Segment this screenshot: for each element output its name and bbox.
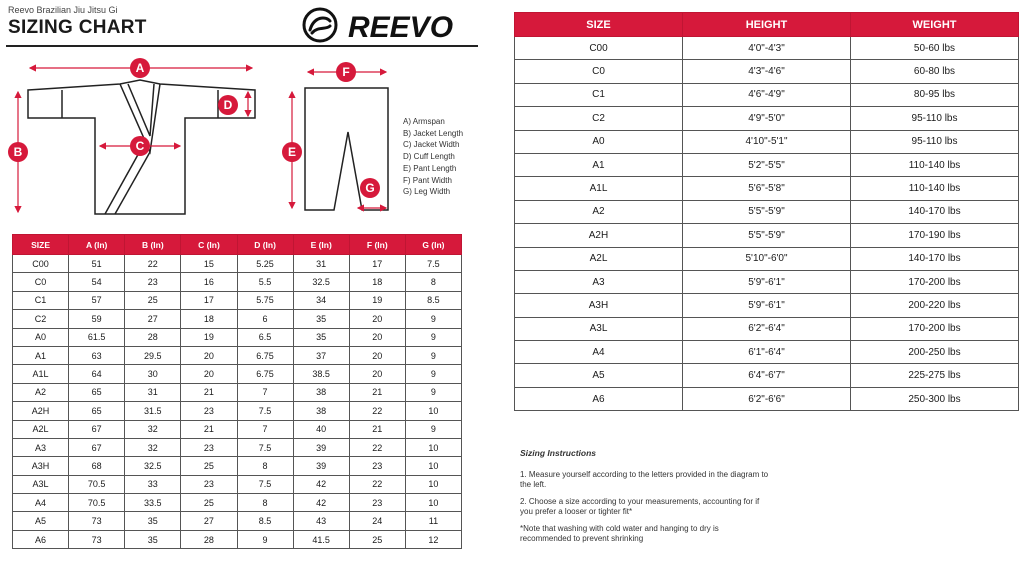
table-cell: 8 bbox=[237, 494, 293, 512]
table-row bbox=[515, 387, 1019, 410]
table-cell: 25 bbox=[349, 530, 405, 548]
table-cell: 10 bbox=[405, 475, 461, 493]
table-cell: A5 bbox=[515, 364, 683, 387]
table-row bbox=[515, 270, 1019, 293]
table-cell: 19 bbox=[349, 291, 405, 309]
table-cell: 17 bbox=[349, 255, 405, 273]
height-weight-header-row bbox=[515, 13, 1019, 37]
table-cell: 170-200 lbs bbox=[851, 317, 1019, 340]
table-cell: 35 bbox=[125, 512, 181, 530]
table-cell: 9 bbox=[405, 383, 461, 401]
table-cell: 6.75 bbox=[237, 346, 293, 364]
table-cell: 32 bbox=[125, 438, 181, 456]
table-cell: 11 bbox=[405, 512, 461, 530]
table-cell: 33.5 bbox=[125, 494, 181, 512]
table-cell: 10 bbox=[405, 457, 461, 475]
table-cell: 8.5 bbox=[405, 291, 461, 309]
column-header: E (In) bbox=[293, 235, 349, 255]
column-header: WEIGHT bbox=[851, 13, 1019, 37]
column-header: A (In) bbox=[69, 235, 125, 255]
table-cell: 59 bbox=[69, 310, 125, 328]
table-cell: 28 bbox=[125, 328, 181, 346]
table-cell: A1 bbox=[515, 153, 683, 176]
table-cell: 32.5 bbox=[125, 457, 181, 475]
table-cell: 5'10"-6'0" bbox=[683, 247, 851, 270]
legend-item: A) Armspan bbox=[403, 117, 445, 126]
table-cell: 250-300 lbs bbox=[851, 387, 1019, 410]
marker-b bbox=[8, 142, 28, 162]
table-cell: A2 bbox=[515, 200, 683, 223]
table-cell: 18 bbox=[181, 310, 237, 328]
instructions-note: *Note that washing with cold water and hanging to dry is recommended to prevent shrinking bbox=[520, 523, 719, 543]
legend-item: E) Pant Length bbox=[403, 163, 457, 173]
table-row bbox=[13, 475, 462, 493]
table-row bbox=[515, 247, 1019, 270]
table-cell: 8 bbox=[237, 457, 293, 475]
table-cell: 110-140 lbs bbox=[851, 177, 1019, 200]
table-cell: 6'4"-6'7" bbox=[683, 364, 851, 387]
table-cell: 39 bbox=[293, 438, 349, 456]
instructions-title: Sizing Instructions bbox=[520, 448, 597, 458]
table-row bbox=[13, 383, 462, 401]
table-cell: C00 bbox=[515, 37, 683, 60]
table-cell: 4'0"-4'3" bbox=[683, 37, 851, 60]
table-cell: 20 bbox=[349, 310, 405, 328]
legend-item: C) Jacket Width bbox=[403, 140, 460, 150]
table-row bbox=[13, 291, 462, 309]
table-row bbox=[515, 37, 1019, 60]
table-cell: 35 bbox=[293, 310, 349, 328]
table-cell: 32 bbox=[125, 420, 181, 438]
table-row bbox=[515, 83, 1019, 106]
table-cell: 21 bbox=[349, 420, 405, 438]
table-row bbox=[13, 420, 462, 438]
table-cell: A2 bbox=[13, 383, 69, 401]
table-cell: 200-220 lbs bbox=[851, 294, 1019, 317]
table-cell: 12 bbox=[405, 530, 461, 548]
table-cell: 19 bbox=[181, 328, 237, 346]
instruction-step: 2. Choose a size according to your measurements, accounting for if you prefer a looser or tighter fit* bbox=[520, 496, 760, 516]
legend-item: B) Jacket Length bbox=[403, 128, 464, 138]
table-cell: 200-250 lbs bbox=[851, 341, 1019, 364]
table-cell: 73 bbox=[69, 530, 125, 548]
table-cell: 31 bbox=[125, 383, 181, 401]
table-cell: A6 bbox=[515, 387, 683, 410]
table-row bbox=[13, 530, 462, 548]
table-cell: 225-275 lbs bbox=[851, 364, 1019, 387]
svg-text:F: F bbox=[342, 65, 350, 79]
legend-item: G) Leg Width bbox=[403, 187, 451, 197]
table-cell: 23 bbox=[125, 273, 181, 291]
table-cell: A1 bbox=[13, 346, 69, 364]
table-cell: 23 bbox=[181, 438, 237, 456]
table-cell: A3L bbox=[515, 317, 683, 340]
table-cell: 31 bbox=[293, 255, 349, 273]
table-row bbox=[515, 177, 1019, 200]
table-cell: C0 bbox=[515, 60, 683, 83]
logo-text: REEVO bbox=[348, 11, 454, 44]
table-cell: 95-110 lbs bbox=[851, 107, 1019, 130]
table-cell: A3H bbox=[515, 294, 683, 317]
table-row bbox=[515, 153, 1019, 176]
table-cell: 67 bbox=[69, 438, 125, 456]
svg-text:B: B bbox=[13, 145, 23, 159]
column-header: SIZE bbox=[515, 13, 683, 37]
table-cell: 21 bbox=[349, 383, 405, 401]
table-cell: C1 bbox=[13, 291, 69, 309]
table-cell: A3 bbox=[13, 438, 69, 456]
table-cell: 28 bbox=[181, 530, 237, 548]
table-cell: 7.5 bbox=[237, 475, 293, 493]
table-row bbox=[13, 310, 462, 328]
table-cell: 5'6"-5'8" bbox=[683, 177, 851, 200]
table-cell: 27 bbox=[181, 512, 237, 530]
table-cell: 64 bbox=[69, 365, 125, 383]
table-cell: 8.5 bbox=[237, 512, 293, 530]
marker-e bbox=[282, 142, 302, 162]
table-cell: 5.5 bbox=[237, 273, 293, 291]
table-cell: 22 bbox=[349, 475, 405, 493]
table-cell: 4'6"-4'9" bbox=[683, 83, 851, 106]
table-cell: 7 bbox=[237, 420, 293, 438]
table-cell: 61.5 bbox=[69, 328, 125, 346]
table-cell: 35 bbox=[293, 328, 349, 346]
marker-d bbox=[218, 95, 238, 115]
table-cell: 23 bbox=[349, 457, 405, 475]
table-cell: 35 bbox=[125, 530, 181, 548]
table-row bbox=[515, 107, 1019, 130]
table-cell: 20 bbox=[181, 365, 237, 383]
table-cell: A3L bbox=[13, 475, 69, 493]
table-cell: 60-80 lbs bbox=[851, 60, 1019, 83]
height-weight-table bbox=[514, 12, 1019, 411]
reevo-logo bbox=[300, 6, 480, 44]
table-cell: 5'9"-6'1" bbox=[683, 294, 851, 317]
svg-text:C: C bbox=[135, 139, 145, 153]
svg-text:A: A bbox=[135, 61, 145, 75]
table-cell: 17 bbox=[181, 291, 237, 309]
table-cell: A1L bbox=[13, 365, 69, 383]
table-cell: 15 bbox=[181, 255, 237, 273]
table-cell: 170-200 lbs bbox=[851, 270, 1019, 293]
table-cell: 39 bbox=[293, 457, 349, 475]
page-title: SIZING CHART bbox=[8, 17, 147, 38]
marker-a bbox=[130, 58, 150, 78]
table-cell: 5'5"-5'9" bbox=[683, 200, 851, 223]
table-cell: A2H bbox=[515, 224, 683, 247]
table-cell: A2H bbox=[13, 402, 69, 420]
table-row bbox=[13, 494, 462, 512]
table-cell: A2L bbox=[13, 420, 69, 438]
table-row bbox=[13, 365, 462, 383]
table-cell: 170-190 lbs bbox=[851, 224, 1019, 247]
table-cell: 140-170 lbs bbox=[851, 247, 1019, 270]
table-cell: 25 bbox=[181, 457, 237, 475]
table-cell: 38.5 bbox=[293, 365, 349, 383]
table-cell: 27 bbox=[125, 310, 181, 328]
column-header: HEIGHT bbox=[683, 13, 851, 37]
table-cell: 140-170 lbs bbox=[851, 200, 1019, 223]
table-cell: 7.5 bbox=[237, 438, 293, 456]
table-row bbox=[13, 438, 462, 456]
table-cell: 9 bbox=[405, 420, 461, 438]
column-header: G (In) bbox=[405, 235, 461, 255]
table-cell: 6'1"-6'4" bbox=[683, 341, 851, 364]
legend-item: F) Pant Width bbox=[403, 175, 452, 185]
table-cell: 30 bbox=[125, 365, 181, 383]
table-cell: C0 bbox=[13, 273, 69, 291]
table-cell: 20 bbox=[181, 346, 237, 364]
table-cell: 20 bbox=[349, 365, 405, 383]
table-cell: 6.5 bbox=[237, 328, 293, 346]
table-cell: 6 bbox=[237, 310, 293, 328]
table-cell: 33 bbox=[125, 475, 181, 493]
table-row bbox=[13, 273, 462, 291]
marker-c bbox=[130, 136, 150, 156]
table-cell: 67 bbox=[69, 420, 125, 438]
table-cell: A3H bbox=[13, 457, 69, 475]
table-cell: 41.5 bbox=[293, 530, 349, 548]
table-cell: 70.5 bbox=[69, 475, 125, 493]
table-cell: 54 bbox=[69, 273, 125, 291]
column-header: F (In) bbox=[349, 235, 405, 255]
table-cell: C00 bbox=[13, 255, 69, 273]
table-cell: A1L bbox=[515, 177, 683, 200]
table-cell: 9 bbox=[405, 310, 461, 328]
table-cell: 24 bbox=[349, 512, 405, 530]
table-row bbox=[515, 317, 1019, 340]
table-row bbox=[515, 130, 1019, 153]
table-row bbox=[515, 294, 1019, 317]
table-cell: 6.75 bbox=[237, 365, 293, 383]
table-cell: 8 bbox=[405, 273, 461, 291]
table-row bbox=[515, 341, 1019, 364]
table-cell: 7.5 bbox=[237, 402, 293, 420]
table-cell: A3 bbox=[515, 270, 683, 293]
table-cell: 10 bbox=[405, 494, 461, 512]
table-row bbox=[13, 328, 462, 346]
table-cell: 6'2"-6'6" bbox=[683, 387, 851, 410]
table-cell: C1 bbox=[515, 83, 683, 106]
legend-item: D) Cuff Length bbox=[403, 152, 455, 162]
table-cell: 63 bbox=[69, 346, 125, 364]
table-cell: 10 bbox=[405, 402, 461, 420]
table-cell: 5.25 bbox=[237, 255, 293, 273]
table-row bbox=[515, 200, 1019, 223]
column-header: C (In) bbox=[181, 235, 237, 255]
table-cell: 18 bbox=[349, 273, 405, 291]
measurements-header-row bbox=[13, 235, 462, 255]
table-row bbox=[13, 346, 462, 364]
table-cell: 29.5 bbox=[125, 346, 181, 364]
table-cell: 9 bbox=[237, 530, 293, 548]
table-cell: 65 bbox=[69, 402, 125, 420]
table-cell: 4'9"-5'0" bbox=[683, 107, 851, 130]
table-cell: 10 bbox=[405, 438, 461, 456]
table-cell: 65 bbox=[69, 383, 125, 401]
table-cell: 21 bbox=[181, 420, 237, 438]
table-cell: 51 bbox=[69, 255, 125, 273]
table-cell: 7.5 bbox=[405, 255, 461, 273]
table-cell: 20 bbox=[349, 328, 405, 346]
table-cell: 37 bbox=[293, 346, 349, 364]
marker-f bbox=[336, 62, 356, 82]
svg-text:G: G bbox=[365, 181, 375, 195]
table-cell: A6 bbox=[13, 530, 69, 548]
table-cell: 80-95 lbs bbox=[851, 83, 1019, 106]
table-cell: 9 bbox=[405, 365, 461, 383]
column-header: B (In) bbox=[125, 235, 181, 255]
title-divider bbox=[6, 45, 478, 47]
table-cell: 22 bbox=[349, 438, 405, 456]
table-cell: 70.5 bbox=[69, 494, 125, 512]
table-row bbox=[13, 512, 462, 530]
table-cell: 7 bbox=[237, 383, 293, 401]
measurement-legend bbox=[403, 116, 463, 198]
table-cell: 110-140 lbs bbox=[851, 153, 1019, 176]
table-cell: 22 bbox=[125, 255, 181, 273]
table-cell: 20 bbox=[349, 346, 405, 364]
table-cell: A2L bbox=[515, 247, 683, 270]
table-cell: 5'2"-5'5" bbox=[683, 153, 851, 176]
table-cell: 95-110 lbs bbox=[851, 130, 1019, 153]
table-cell: A5 bbox=[13, 512, 69, 530]
table-cell: 16 bbox=[181, 273, 237, 291]
table-cell: 68 bbox=[69, 457, 125, 475]
table-cell: 25 bbox=[181, 494, 237, 512]
table-row bbox=[13, 255, 462, 273]
table-cell: 23 bbox=[181, 475, 237, 493]
table-cell: 34 bbox=[293, 291, 349, 309]
sizing-instructions bbox=[520, 448, 770, 551]
table-cell: 23 bbox=[349, 494, 405, 512]
table-cell: A0 bbox=[515, 130, 683, 153]
column-header: SIZE bbox=[13, 235, 69, 255]
table-row bbox=[13, 457, 462, 475]
instruction-step: 1. Measure yourself according to the letters provided in the diagram to the left. bbox=[520, 469, 769, 489]
table-cell: 5'9"-6'1" bbox=[683, 270, 851, 293]
table-cell: 5.75 bbox=[237, 291, 293, 309]
table-cell: 6'2"-6'4" bbox=[683, 317, 851, 340]
table-cell: C2 bbox=[13, 310, 69, 328]
table-cell: 9 bbox=[405, 328, 461, 346]
column-header: D (In) bbox=[237, 235, 293, 255]
table-cell: 25 bbox=[125, 291, 181, 309]
table-cell: 5'5"-5'9" bbox=[683, 224, 851, 247]
table-cell: 4'10"-5'1" bbox=[683, 130, 851, 153]
table-cell: 4'3"-4'6" bbox=[683, 60, 851, 83]
svg-text:D: D bbox=[223, 98, 233, 112]
table-cell: C2 bbox=[515, 107, 683, 130]
table-cell: 38 bbox=[293, 383, 349, 401]
table-cell: 42 bbox=[293, 494, 349, 512]
table-cell: A4 bbox=[13, 494, 69, 512]
marker-g bbox=[360, 178, 380, 198]
table-cell: 40 bbox=[293, 420, 349, 438]
table-cell: 38 bbox=[293, 402, 349, 420]
table-row bbox=[515, 60, 1019, 83]
table-cell: 9 bbox=[405, 346, 461, 364]
measurements-table bbox=[12, 234, 462, 549]
table-cell: 57 bbox=[69, 291, 125, 309]
table-row bbox=[515, 224, 1019, 247]
table-cell: 73 bbox=[69, 512, 125, 530]
table-cell: 31.5 bbox=[125, 402, 181, 420]
table-cell: A4 bbox=[515, 341, 683, 364]
table-cell: 23 bbox=[181, 402, 237, 420]
table-cell: 32.5 bbox=[293, 273, 349, 291]
table-row bbox=[515, 364, 1019, 387]
table-cell: 42 bbox=[293, 475, 349, 493]
table-cell: 22 bbox=[349, 402, 405, 420]
svg-text:E: E bbox=[287, 145, 297, 159]
table-cell: 21 bbox=[181, 383, 237, 401]
table-cell: 43 bbox=[293, 512, 349, 530]
table-cell: A0 bbox=[13, 328, 69, 346]
table-row bbox=[13, 402, 462, 420]
table-cell: 50-60 lbs bbox=[851, 37, 1019, 60]
brand-subtitle: Reevo Brazilian Jiu Jitsu Gi bbox=[8, 5, 118, 15]
